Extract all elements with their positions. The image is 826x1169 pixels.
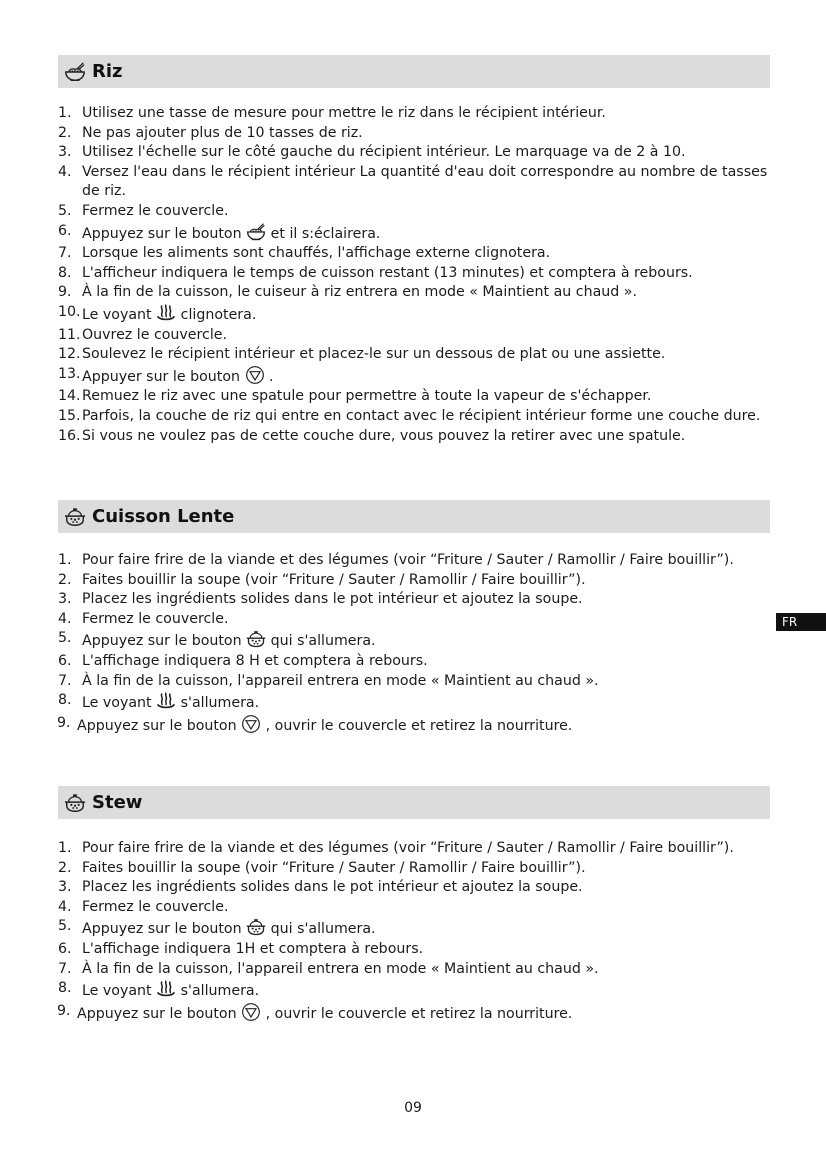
keep-warm-icon [156,303,176,323]
step-number: 6. [58,940,72,957]
cancel-button-icon [241,714,261,734]
step-number: 14. [58,388,81,405]
list-item [58,244,778,264]
section-header-cuisson-lente [58,500,770,533]
step-text: Faites bouillir la soupe (voir “Friture / Sauter / Ramollir / Faire bouillir”). [82,859,586,876]
step-text: Le voyant [82,695,152,712]
slow-cook-pot-icon [64,506,86,528]
step-number: 9. [57,1002,71,1019]
step-text: , ouvrir le couvercle et retirez la nourriture. [265,1005,573,1022]
step-text: Appuyez sur le bouton [77,717,237,734]
list-item [58,960,778,980]
step-text: Fermez le couvercle. [82,202,229,219]
list-item [58,610,778,630]
step-text: Pour faire frire de la viande et des légumes (voir “Friture / Sauter / Ramollir / Faire bouillir”). [82,552,734,568]
section-title: Stew [92,792,143,813]
step-text: Appuyez sur le bouton [82,225,242,242]
slow-cook-pot-icon [246,629,266,649]
section-header-stew [58,786,770,819]
stew-pot-icon [64,792,86,814]
step-text: L'affichage indiquera 8 H et comptera à rebours. [82,652,428,669]
list-item [58,264,778,284]
step-text: L'affichage indiquera 1H et comptera à rebours. [82,940,424,957]
cancel-button-icon [241,1002,261,1022]
step-number: 15. [58,407,81,424]
step-text: . [269,368,274,385]
rice-bowl-icon [64,61,86,83]
list-item [58,859,778,879]
step-number: 7. [58,672,72,689]
step-text: Faites bouillir la soupe (voir “Friture / Sauter / Ramollir / Faire bouillir”). [82,571,586,588]
list-item [58,571,778,591]
step-number: 1. [58,105,72,121]
step-number: 8. [58,692,72,709]
step-number: 2. [58,859,72,876]
step-text: Placez les ingrédients solides dans le pot intérieur et ajoutez la soupe. [82,879,583,896]
step-text: et il s:éclairera. [270,225,381,242]
step-number: 12. [58,346,81,363]
step-text: Le voyant [82,306,152,323]
list-item [58,940,778,960]
list-item [58,672,778,692]
step-number: 11. [58,326,81,343]
list-item [58,691,778,714]
cuisson-lente-steps [58,551,778,736]
list-item [58,387,778,407]
list-item [58,365,778,388]
step-number: 2. [58,571,72,588]
list-item [58,345,778,365]
keep-warm-icon [156,691,176,711]
step-number: 4. [58,163,72,180]
step-text: À la fin de la cuisson, l'appareil entrera en mode « Maintient au chaud ». [82,672,599,689]
list-item [58,427,778,447]
step-number: 1. [58,840,72,856]
step-text: Appuyez sur le bouton [82,921,242,938]
list-item [57,1002,778,1025]
list-item [58,652,778,672]
step-number: 13. [58,365,81,382]
step-number: 9. [57,714,71,731]
step-text: s'allumera. [180,983,260,1000]
step-text: Utilisez l'échelle sur le côté gauche du récipient intérieur. Le marquage va de 2 à 10. [82,144,686,161]
list-item [58,104,778,124]
step-text: Le voyant [82,983,152,1000]
step-text: Lorsque les aliments sont chauffés, l'affichage externe clignotera. [82,245,551,262]
section-header-riz [58,55,770,88]
list-item [58,878,778,898]
list-item [58,283,778,303]
step-number: 3. [58,591,72,608]
riz-steps [58,104,778,446]
list-item [58,407,778,427]
step-number: 9. [58,284,72,301]
step-text: Ne pas ajouter plus de 10 tasses de riz. [82,124,363,141]
list-item [58,124,778,144]
list-item [58,898,778,918]
step-text: s'allumera. [180,695,260,712]
step-text: Remuez le riz avec une spatule pour permettre à toute la vapeur de s'échapper. [82,388,652,405]
step-number: 8. [58,980,72,997]
step-number: 5. [58,630,72,647]
list-item [58,222,778,245]
step-number: 16. [58,427,81,444]
step-number: 7. [58,245,72,262]
step-number: 6. [58,222,72,239]
step-text: qui s'allumera. [270,633,376,650]
list-item [58,303,778,326]
list-item [58,202,778,222]
language-tab: FR [776,613,826,631]
rice-bowl-icon [246,222,266,242]
step-text: Parfois, la couche de riz qui entre en contact avec le récipient intérieur forme une couche dure. [82,407,761,424]
step-text: L'afficheur indiquera le temps de cuisson restant (13 minutes) et comptera à rebours. [82,264,693,281]
step-number: 7. [58,960,72,977]
list-item [58,326,778,346]
list-item [58,839,778,859]
step-number: 2. [58,124,72,141]
step-text: Appuyer sur le bouton [82,368,240,385]
step-number: 3. [58,144,72,161]
list-item [58,917,778,940]
section-title: Riz [92,61,123,82]
step-number: 5. [58,918,72,935]
list-item [58,163,778,202]
step-number: 8. [58,264,72,281]
step-number: 4. [58,610,72,627]
section-title: Cuisson Lente [92,506,235,527]
step-text: Ouvrez le couvercle. [82,326,228,343]
page-number: 09 [404,1100,422,1116]
step-number: 1. [58,552,72,568]
step-number: 3. [58,879,72,896]
step-text: Soulevez le récipient intérieur et placez-le sur un dessous de plat ou une assiette. [82,346,666,363]
list-item [58,629,778,652]
step-text: Appuyez sur le bouton [82,633,242,650]
list-item [58,551,778,571]
keep-warm-icon [156,979,176,999]
step-text: qui s'allumera. [270,921,376,938]
step-number: 5. [58,202,72,219]
step-text: clignotera. [180,306,257,323]
list-item [58,143,778,163]
list-item [58,979,778,1002]
step-text: Fermez le couvercle. [82,610,229,627]
stew-steps [58,839,778,1024]
step-text: , ouvrir le couvercle et retirez la nourriture. [265,717,573,734]
step-number: 6. [58,652,72,669]
step-text: Si vous ne voulez pas de cette couche dure, vous pouvez la retirer avec une spatule. [82,427,686,444]
step-text: À la fin de la cuisson, l'appareil entrera en mode « Maintient au chaud ». [82,960,599,977]
step-text: Versez l'eau dans le récipient intérieur La quantité d'eau doit correspondre au nombre de tasses de riz. [82,163,768,200]
step-number: 10. [58,303,81,320]
cancel-button-icon [245,365,265,385]
step-text: Appuyez sur le bouton [77,1005,237,1022]
step-text: Pour faire frire de la viande et des légumes (voir “Friture / Sauter / Ramollir / Faire bouillir”). [82,840,734,856]
list-item [58,590,778,610]
step-text: Utilisez une tasse de mesure pour mettre le riz dans le récipient intérieur. [82,105,606,121]
step-text: Placez les ingrédients solides dans le pot intérieur et ajoutez la soupe. [82,591,583,608]
step-text: À la fin de la cuisson, le cuiseur à riz entrera en mode « Maintient au chaud ». [82,284,637,301]
step-number: 4. [58,898,72,915]
list-item [57,714,778,737]
step-text: Fermez le couvercle. [82,898,229,915]
slow-cook-pot-icon [246,917,266,937]
